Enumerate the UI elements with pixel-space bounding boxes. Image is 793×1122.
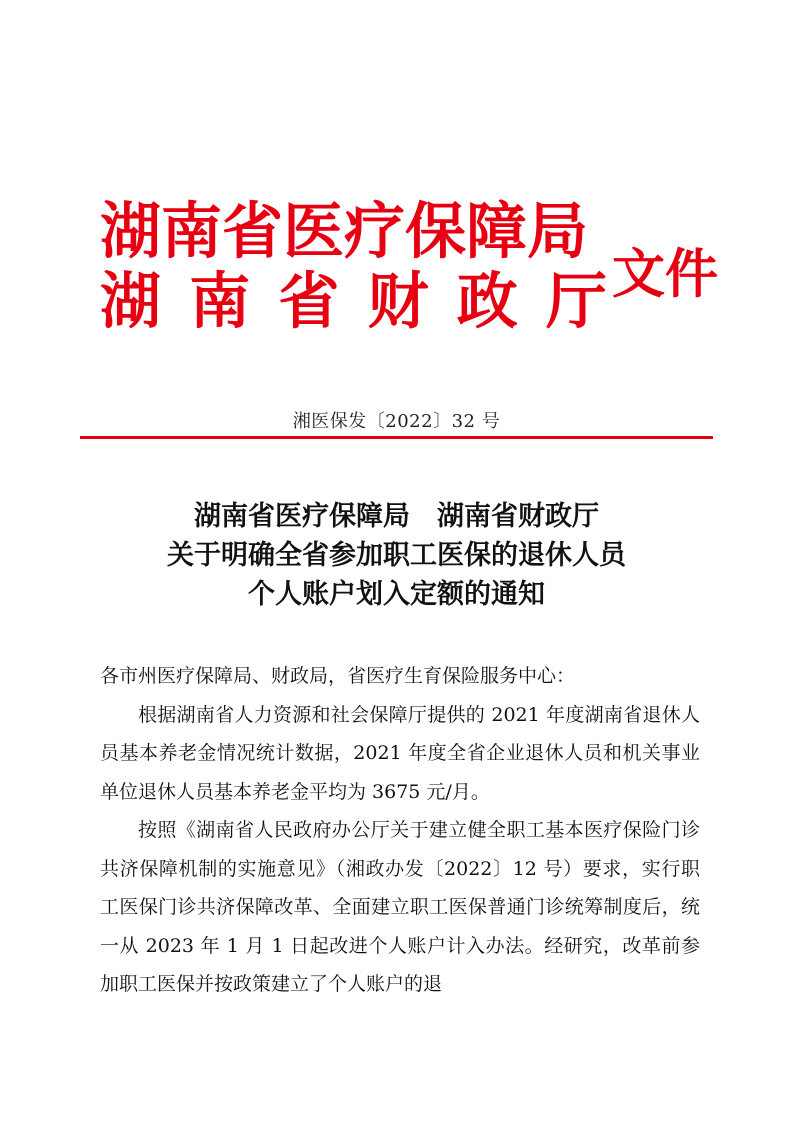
document-number: 湘医保发〔2022〕32 号 bbox=[292, 411, 501, 432]
issuer-line-2-char: 财 bbox=[367, 266, 429, 337]
title-line-1: 湖南省医疗保障局 湖南省财政厅 bbox=[194, 501, 599, 532]
red-separator-line bbox=[80, 436, 713, 439]
paragraph: 按照《湖南省人民政府办公厅关于建立健全职工基本医疗保险门诊共济保障机制的实施意见》（湘政办发〔2022〕12 号）要求，实行职工医保门诊共济保障改革、全面建立职工医保普通门诊统筹制度后，统一从 2023 年 1 月 1 日起改进个人账户计入办法。经研究，改革前参加职工医保并按政策建立了个人账户的退 bbox=[100, 819, 700, 995]
issuer-line-1: 湖南省医疗保障局 bbox=[100, 196, 589, 267]
issuer-line-2-char: 政 bbox=[456, 266, 518, 337]
paragraph: 根据湖南省人力资源和社会保障厅提供的 2021 年度湖南省退休人员基本养老金情况统计数据，2021 年度全省企业退休人员和机关事业单位退休人员基本养老金平均为 3675 元/月。 bbox=[100, 703, 700, 803]
title-line-3: 个人账户划入定额的通知 bbox=[248, 579, 545, 610]
issuer-line-2-char: 厅 bbox=[545, 266, 607, 337]
notice-title bbox=[0, 497, 793, 614]
document-word: 文件 bbox=[612, 243, 718, 305]
salutation: 各市州医疗保障局、财政局，省医疗生育保险服务中心： bbox=[100, 665, 576, 687]
title-line-2: 关于明确全省参加职工医保的退休人员 bbox=[167, 540, 626, 571]
issuer-line-2-char: 湖 bbox=[100, 266, 162, 337]
issuer-line-2-char: 南 bbox=[189, 266, 251, 337]
document-header bbox=[100, 198, 720, 348]
issuer-line-2-char: 省 bbox=[278, 266, 340, 337]
notice-body bbox=[100, 657, 700, 1004]
issuer-line-2 bbox=[100, 268, 607, 336]
